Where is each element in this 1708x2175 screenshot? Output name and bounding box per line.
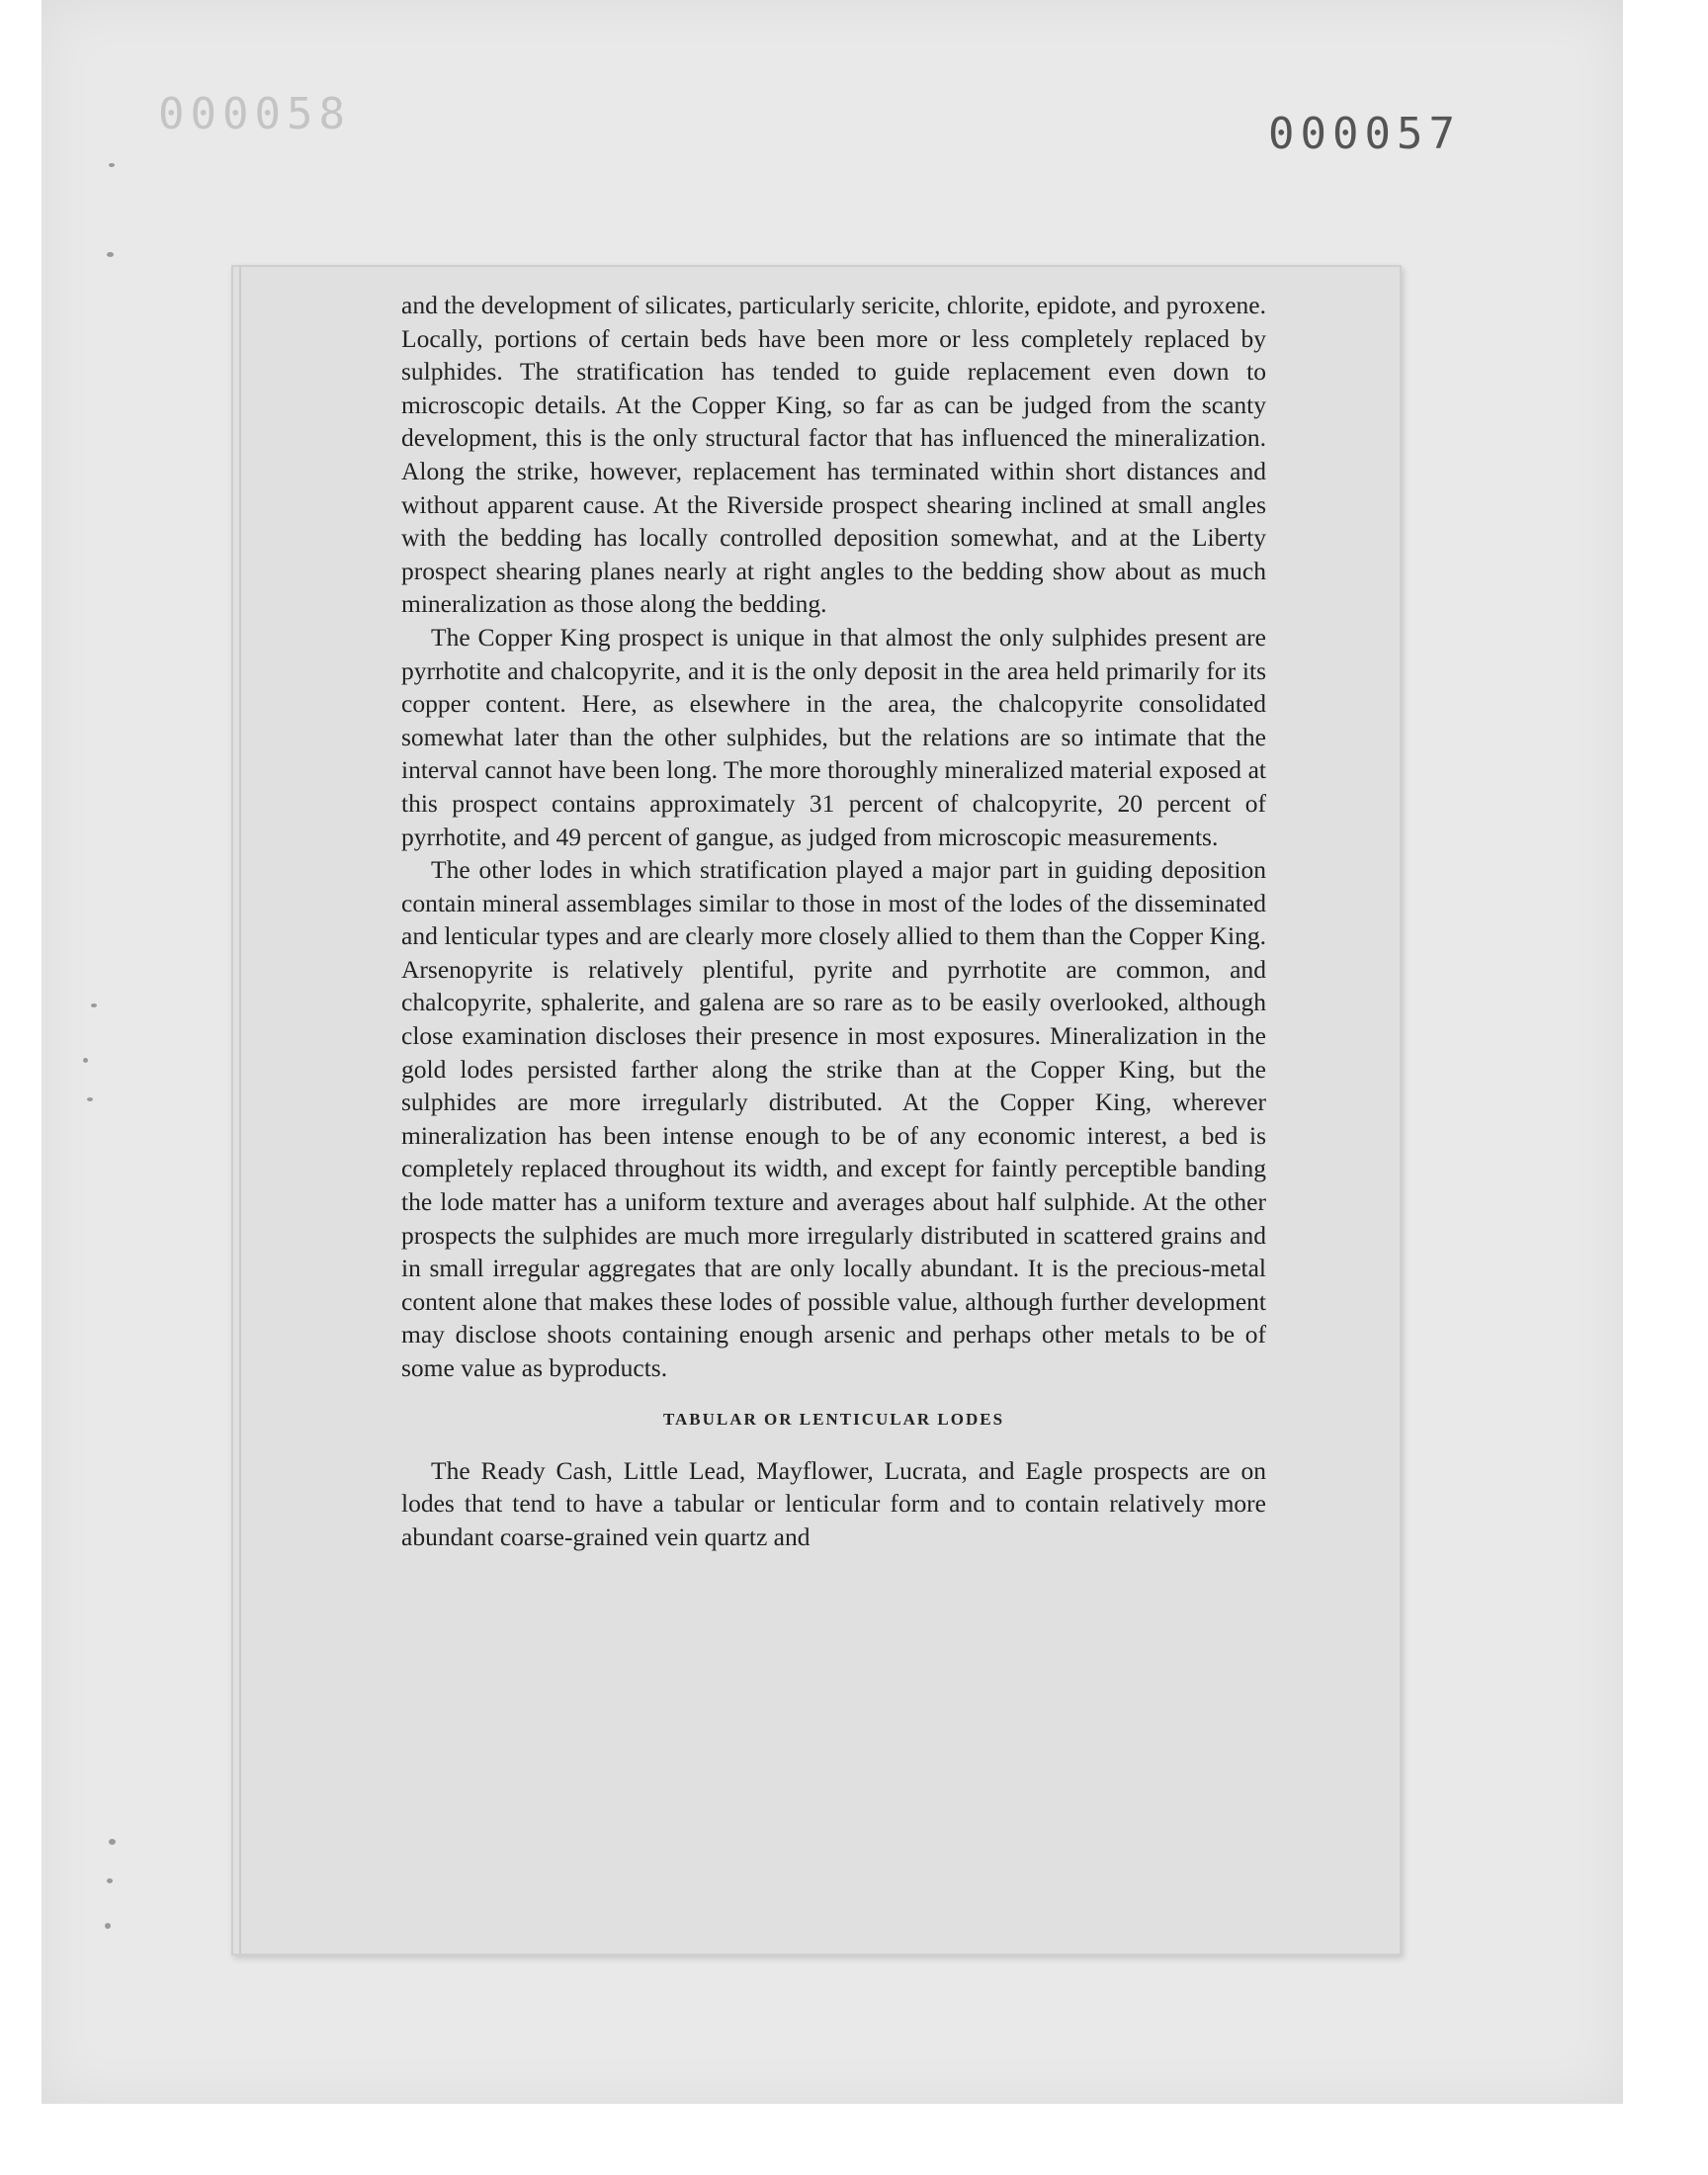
paragraph-silicates: and the development of silicates, particularly sericite, chlorite, epidote, and pyroxene. Locally, portions of certain beds have been more or less completely replaced by sulphides. The stratification has tended to guide replacement even down to microscopic details. At the Copper King, so far as can be judged from the scanty development, this is the only structural factor that has influenced the mineralization. Along the strike, however, replacement has terminated within short distances and without apparent cause. At the Riverside prospect shearing inclined at small angles with the bedding has locally controlled deposition somewhat, and at the Liberty prospect shearing planes nearly at right angles to the bedding show about as much mineralization as those along the bedding. xyxy=(401,291,1266,619)
margin-mark xyxy=(109,1839,116,1845)
margin-mark xyxy=(105,1923,111,1929)
margin-mark xyxy=(83,1058,88,1063)
margin-mark xyxy=(107,252,114,257)
margin-mark xyxy=(91,1003,97,1007)
paragraph-copper-king: The Copper King prospect is unique in that almost the only sulphides present are pyrrhotite and chalcopyrite, and it is the only deposit in the area held primarily for its copper content. Here, as elsewhere in the area, the chalcopyrite consolidated somewhat later than the other sulphides, but the relations are so intimate that the interval cannot have been long. The more thoroughly mineralized material exposed at this prospect contains approximately 31 percent of chalcopyrite, 20 percent of pyrrhotite, and 49 percent of gangue, as judged from microscopic measurements. xyxy=(401,622,1266,851)
section-heading: TABULAR OR LENTICULAR LODES xyxy=(662,1409,1005,1429)
body-text xyxy=(401,289,1266,1553)
page-number-stamp: 000057 xyxy=(1268,109,1461,159)
paragraph-tabular-lodes: The Ready Cash, Little Lead, Mayflower, Lucrata, and Eagle prospects are on lodes that tend to have a tabular or lenticular form and to contain relatively more abundant coarse-grained vein quartz and xyxy=(401,1455,1266,1551)
margin-mark xyxy=(109,163,115,167)
margin-mark xyxy=(107,1878,113,1883)
margin-mark xyxy=(87,1097,93,1101)
paragraph-other-lodes: The other lodes in which stratification played a major part in guiding deposition contain mineral assemblages similar to those in most of the lodes of the disseminated and lenticular types and are clearly more closely allied to them than the Copper King. Arsenopyrite is relatively plentiful, pyrite and pyrrhotite are common, and chalcopyrite, sphalerite, and galena are so rare as to be easily overlooked, although close examination discloses their presence in most exposures. Mineralization in the gold lodes persisted farther along the strike than at the Copper King, but the sulphides are more irregularly distributed. At the Copper King, wherever mineralization has been intense enough to be of any economic interest, a bed is completely replaced throughout its width, and except for faintly perceptible banding the lode matter has a uniform texture and averages about half sulphide. At the other prospects the sulphides are much more irregularly distributed in scattered grains and in small irregular aggregates that are only locally abundant. It is the precious-metal content alone that makes these lodes of possible value, although further development may disclose shoots containing enough arsenic and perhaps other metals to be of some value as byproducts. xyxy=(401,855,1266,1382)
page-number-stamp-mirrored: 000058 xyxy=(158,89,351,139)
document-page xyxy=(231,265,1402,1956)
